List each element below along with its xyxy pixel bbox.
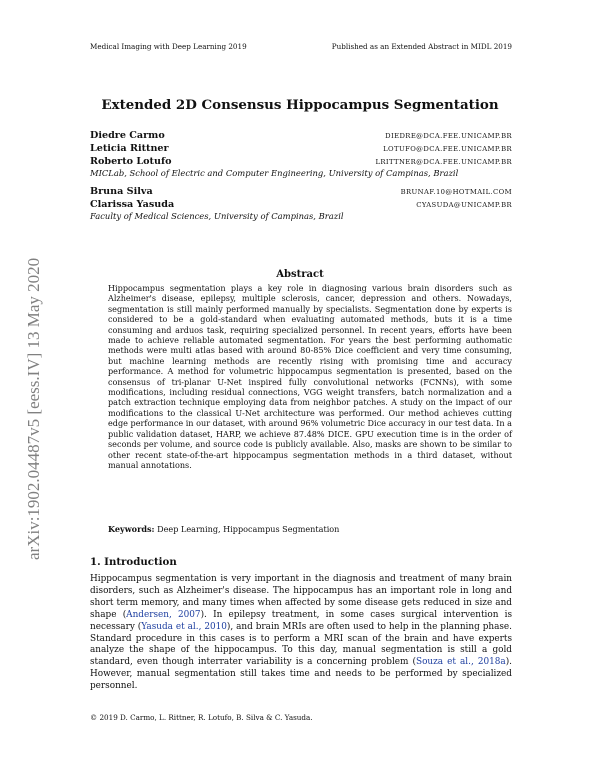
author-name: Bruna Silva xyxy=(90,186,153,197)
abstract-heading: Abstract xyxy=(276,269,324,280)
running-header-right: Published as an Extended Abstract in MIDL 2019 xyxy=(331,42,512,51)
author-name: Diedre Carmo xyxy=(90,130,165,141)
author-email[interactable]: DIEDRE@DCA.FEE.UNICAMP.BR xyxy=(385,132,512,140)
citation-link[interactable]: Yasuda et al., 2010 xyxy=(141,621,227,632)
intro-text: ). However, manual segmentation still takes time and needs to be performed by specialized personnel. xyxy=(90,657,513,692)
author-email[interactable]: LRITTNER@DCA.FEE.UNICAMP.BR xyxy=(375,158,512,166)
affiliation: Faculty of Medical Sciences, University of Campinas, Brazil xyxy=(90,211,344,221)
intro-text: ), and brain MRIs are often used to help in the planning phase. Standard procedure in this cases is to perform a MRI scan of the brain and have experts analyze the shape of the hippocampus. To this day, manual segmentation is still a gold standard, even though interrater variability is a concerning problem ( xyxy=(90,621,513,668)
author-name: Roberto Lotufo xyxy=(90,156,172,167)
keywords-label: Keywords: xyxy=(108,524,155,534)
affiliation: MICLab, School of Electric and Computer Engineering, University of Campinas, Brazil xyxy=(90,168,459,178)
intro-text: ). In epilepsy treatment, in some cases surgical intervention is necessary ( xyxy=(90,609,512,632)
keywords-list: Deep Learning, Hippocampus Segmentation xyxy=(157,524,340,534)
author-email[interactable]: LOTUFO@DCA.FEE.UNICAMP.BR xyxy=(383,145,512,153)
running-header-left: Medical Imaging with Deep Learning 2019 xyxy=(90,42,247,51)
author-name: Clarissa Yasuda xyxy=(90,199,175,210)
abstract-body: Hippocampus segmentation plays a key role in diagnosing various brain disorders such as Alzheimer's disease, epilepsy, multiple sclerosis, cancer, depression and others. Nowadays, segmentation is still mainly performed manually by specialists. Segmentation done by experts is considered to be a gold-standard when evaluating automated methods, buts it is a time consuming and arduos task, requiring specialized personnel. In recent years, efforts have been made to achieve reliable automated segmentation. For years the best performing authomatic methods were multi atlas based with around 80-85% Dice coefficient and very time consuming, but machine learning methods are recently rising with promising time and accuracy performance. A method for volumetric hippocampus segmentation is presented, based on the consensus of tri-planar U-Net inspired fully convolutional networks (FCNNs), with some modifications, including residual connections, VGG weight transfers, batch normalization and a patch extraction technique employing data from neighbor patches. A study on the impact of our modifications to the classical U-Net architecture was performed. Our method achieves cutting edge performance in our dataset, with around 96% volumetric Dice accuracy in our test data. In a public validation dataset, HARP, we achieve 87.48% DICE. GPU execution time is in the order of seconds per volume, and source code is publicly available. Also, masks are shown to be similar to other recent state-of-the-art hippocampus segmentation methods in a third dataset, without manual annotations. xyxy=(108,283,512,470)
intro-text: Hippocampus segmentation is very important in the diagnosis and treatment of many brain disorders, such as Alzheimer's disease. The hippocampus has an important role in long and short term memory, and many times when affected by some disease gets reduced in size and shape ( xyxy=(90,574,512,620)
citation-link[interactable]: Andersen, 2007 xyxy=(126,609,201,620)
introduction-paragraph xyxy=(90,574,512,693)
author-email[interactable]: CYASUDA@UNICAMP.BR xyxy=(416,201,512,209)
author-name: Leticia Rittner xyxy=(90,143,169,154)
copyright-footer: © 2019 D. Carmo, L. Rittner, R. Lotufo, B. Silva & C. Yasuda. xyxy=(90,713,313,722)
keywords xyxy=(108,524,339,534)
citation-link[interactable]: Souza et al., 2018a xyxy=(415,657,506,668)
section-heading-introduction: 1. Introduction xyxy=(90,556,177,568)
paper-title: Extended 2D Consensus Hippocampus Segmentation xyxy=(101,97,499,113)
author-email[interactable]: BRUNAF.10@HOTMAIL.COM xyxy=(400,188,512,196)
arxiv-stamp: arXiv:1902.04487v5 [eess.IV] 13 May 2020 xyxy=(24,257,43,560)
